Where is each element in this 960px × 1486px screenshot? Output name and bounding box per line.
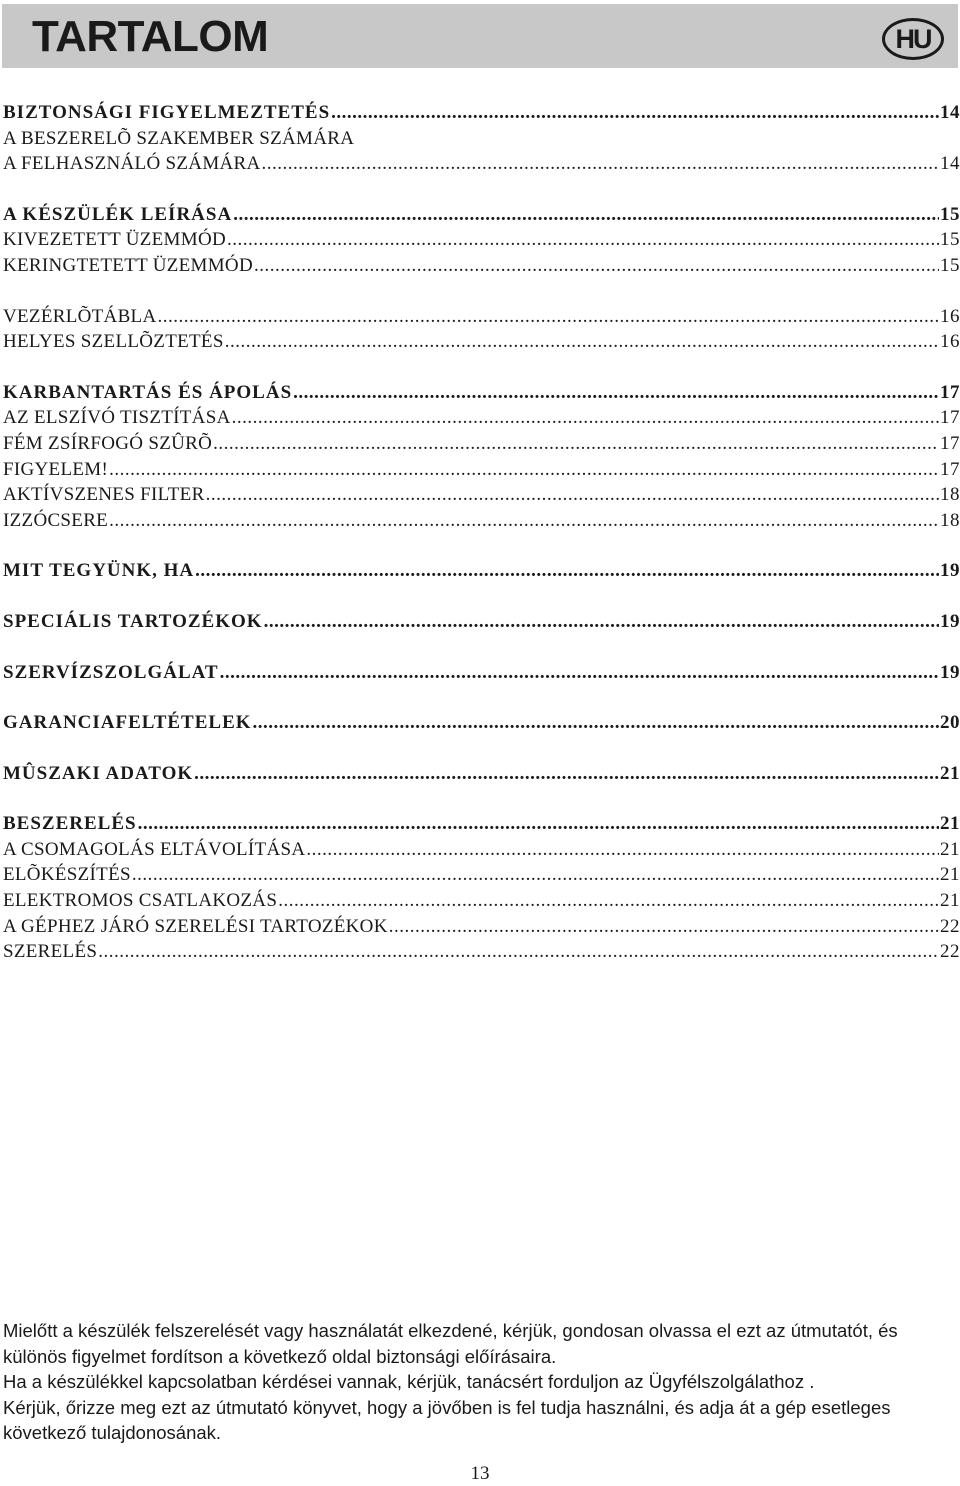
toc-entry-page: 20	[940, 712, 960, 734]
toc-entry-title: VEZÉRLÕTÁBLA	[3, 305, 157, 327]
toc-dot-leader	[195, 558, 939, 584]
toc-entry	[3, 405, 960, 431]
notice-paragraph: Ha a készülékkel kapcsolatban kérdései vannak, kérjük, tanácsért forduljon az Ügyfélszolgálathoz .	[3, 1371, 815, 1392]
toc-entry-page: 17	[940, 407, 960, 429]
toc-entry-title: GARANCIAFELTÉTELEK	[3, 712, 252, 734]
toc-dot-leader	[262, 151, 939, 177]
toc-entry-page: 17	[940, 432, 960, 454]
toc-entry-page: 17	[940, 381, 960, 403]
toc-entry	[3, 914, 960, 940]
toc-entry	[3, 609, 960, 635]
toc-group	[3, 710, 960, 736]
toc-entry	[3, 227, 960, 253]
toc-entry-page: 14	[940, 102, 960, 123]
toc-entry	[3, 100, 960, 126]
toc-entry-page: 14	[940, 153, 960, 175]
toc-entry	[3, 558, 960, 584]
toc-dot-leader	[253, 710, 939, 736]
toc-entry	[3, 811, 960, 837]
toc-entry-page: 18	[940, 484, 960, 506]
toc-entry-title: MÛSZAKI ADATOK	[3, 762, 194, 784]
toc-entry-page: 22	[940, 941, 960, 963]
toc-entry-page: 18	[940, 509, 960, 531]
toc-entry-title: BIZTONSÁGI FIGYELMEZTETÉS	[3, 102, 331, 123]
toc-entry-title: AZ ELSZÍVÓ TISZTÍTÁSA	[3, 407, 231, 429]
toc-entry-page: 15	[940, 254, 960, 276]
toc-group	[3, 609, 960, 635]
toc-dot-leader	[225, 329, 939, 355]
toc-dot-leader	[232, 405, 939, 431]
toc-group	[3, 660, 960, 686]
toc-entry-title: SPECIÁLIS TARTOZÉKOK	[3, 610, 263, 632]
toc-dot-leader	[213, 431, 939, 457]
toc-dot-leader	[132, 862, 939, 888]
toc-entry-title: IZZÓCSERE	[3, 509, 109, 531]
toc-group	[3, 811, 960, 965]
toc-entry-title: BESZERELÉS	[3, 813, 137, 835]
toc-entry	[3, 151, 960, 177]
toc-entry-title: MIT TEGYÜNK, HA	[3, 560, 195, 582]
toc-dot-leader	[206, 482, 939, 508]
toc-entry-page: 21	[940, 864, 960, 886]
toc-entry	[3, 710, 960, 736]
toc-dot-leader	[278, 888, 939, 914]
toc-dot-leader	[194, 761, 939, 787]
toc-dot-leader	[227, 227, 939, 253]
toc-group	[3, 761, 960, 787]
toc-dot-leader	[331, 100, 939, 126]
header-bar	[2, 4, 958, 68]
toc-entry-page: 21	[940, 890, 960, 912]
toc-entry	[3, 837, 960, 863]
toc-entry-title: ELEKTROMOS CSATLAKOZÁS	[3, 890, 278, 912]
toc-entry	[3, 660, 960, 686]
toc-dot-leader	[264, 609, 939, 635]
notice-text	[3, 1318, 953, 1446]
toc-entry-page: 22	[940, 915, 960, 937]
toc-entry	[3, 253, 960, 279]
toc-entry-page: 19	[940, 610, 960, 632]
toc-entry-page: 15	[940, 203, 960, 225]
toc-dot-leader	[109, 508, 939, 534]
page-title: TARTALOM	[32, 12, 269, 61]
toc-dot-leader	[109, 457, 939, 483]
toc-entry-title: A BESZERELÕ SZAKEMBER SZÁMÁRA	[3, 127, 355, 149]
toc-dot-leader	[389, 914, 939, 940]
toc-entry	[3, 482, 960, 508]
toc-entry-title: SZERVÍZSZOLGÁLAT	[3, 661, 219, 683]
toc-entry-title: A CSOMAGOLÁS ELTÁVOLÍTÁSA	[3, 838, 306, 860]
toc-group	[3, 558, 960, 584]
page-number: 13	[470, 1463, 490, 1484]
toc-entry	[3, 761, 960, 787]
toc-entry	[3, 329, 960, 355]
toc-dot-leader	[220, 660, 939, 686]
toc-entry	[3, 888, 960, 914]
toc-entry-title: HELYES SZELLÕZTETÉS	[3, 331, 224, 353]
toc-group	[3, 202, 960, 279]
toc-dot-leader	[98, 939, 939, 965]
notice-paragraph: Mielőtt a készülék felszerelését vagy használatát elkezdené, kérjük, gondosan olvassa el ezt az útmutatót, és különös figyelmet fordítson a következő oldal biztonsági előírásaira.	[3, 1320, 898, 1367]
toc-dot-leader	[254, 253, 939, 279]
toc-entry-title: KIVEZETETT ÜZEMMÓD	[3, 229, 226, 251]
toc-entry-title: KERINGTETETT ÜZEMMÓD	[3, 254, 253, 276]
toc-entry-title: FIGYELEM!	[3, 458, 109, 480]
toc-entry-page: 16	[940, 331, 960, 353]
toc-entry	[3, 431, 960, 457]
toc-group	[3, 100, 960, 177]
toc-entry-title: SZERELÉS	[3, 941, 98, 963]
toc-entry-title: A KÉSZÜLÉK LEÍRÁSA	[3, 203, 233, 225]
toc-entry-title: ELÕKÉSZÍTÉS	[3, 864, 131, 886]
toc-entry-title: KARBANTARTÁS ÉS ÁPOLÁS	[3, 381, 293, 403]
toc-dot-leader	[138, 811, 939, 837]
toc-dot-leader	[157, 304, 939, 330]
toc-entry-page: 19	[940, 560, 960, 582]
toc-entry-page: 16	[940, 305, 960, 327]
toc-dot-leader	[233, 202, 939, 228]
toc-entry-title: A GÉPHEZ JÁRÓ SZERELÉSI TARTOZÉKOK	[3, 915, 388, 937]
toc-entry	[3, 380, 960, 406]
toc-entry-title: AKTÍVSZENES FILTER	[3, 484, 205, 506]
toc-entry-title: FÉM ZSÍRFOGÓ SZÛRÕ	[3, 432, 213, 454]
toc-dot-leader	[306, 837, 939, 863]
toc-entry	[3, 939, 960, 965]
notice-paragraph: Kérjük, őrizze meg ezt az útmutató könyvet, hogy a jövőben is fel tudja használni, és adja át a gép esetleges következő tulajdonosának.	[3, 1396, 891, 1443]
toc-entry-page: 19	[940, 661, 960, 683]
toc-group	[3, 304, 960, 355]
toc-group	[3, 380, 960, 534]
toc-entry-page: 17	[940, 458, 960, 480]
toc-entry-title: A FELHASZNÁLÓ SZÁMÁRA	[3, 153, 261, 175]
toc-entry-page: 21	[940, 813, 960, 835]
toc-entry	[3, 202, 960, 228]
toc-entry-page: 15	[940, 229, 960, 251]
toc-entry	[3, 862, 960, 888]
toc-entry	[3, 126, 960, 152]
toc-entry	[3, 457, 960, 483]
toc-entry-page: 21	[940, 762, 960, 784]
toc-dot-leader	[293, 380, 939, 406]
toc-entry	[3, 304, 960, 330]
language-badge: HU	[882, 18, 944, 60]
toc-entry-page: 21	[940, 838, 960, 860]
table-of-contents	[3, 100, 960, 990]
toc-entry	[3, 508, 960, 534]
